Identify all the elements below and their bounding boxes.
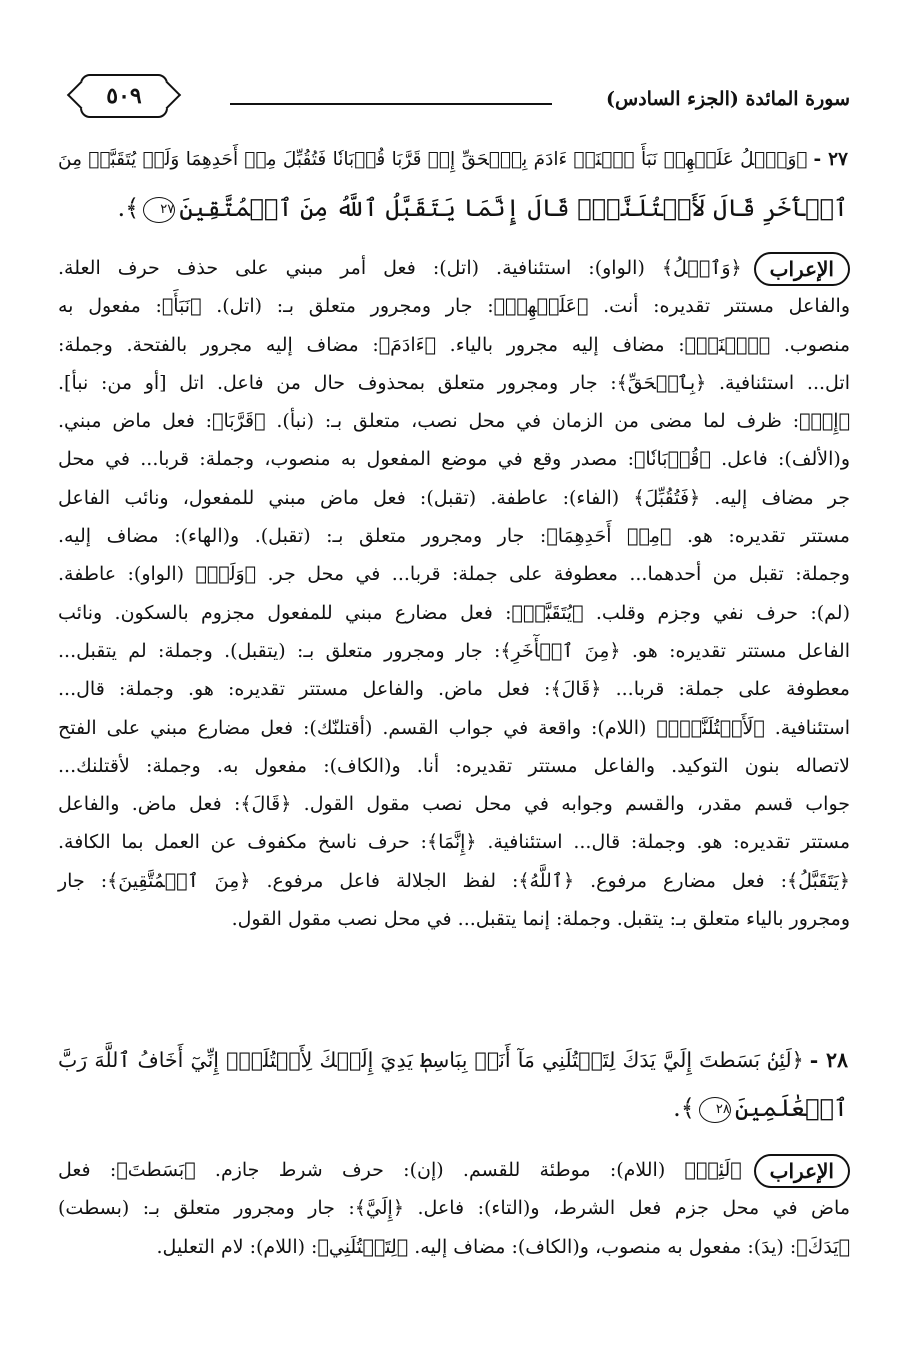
verse-line (58, 1036, 848, 1084)
irab-line: ﴿إِذۡ﴾: ظرف لما مضى من الزمان في محل نصب، متعلق بـ: (نبأ). ﴿قَرَّبَا﴾: فعل ماض مبني. (58, 410, 850, 433)
irab-line (58, 249, 850, 287)
irab-line: لاتصاله بنون التوكيد. والفاعل مستتر تقديره: أنا. و(الكاف): مفعول به. وجملة: لأقتلنك... (58, 754, 850, 777)
page-header (80, 72, 850, 124)
irab-label: الإعراب (754, 1154, 850, 1188)
irab-line: ﴿يَدَكَ﴾: (يدَ): مفعول به منصوب، و(الكاف): مضاف إليه. ﴿لِتَقۡتُلَنِي﴾: (اللام): لام التعليل. (156, 1235, 850, 1258)
verse-28 (58, 1036, 848, 1132)
verse-number: ٢٧ - (813, 149, 848, 170)
irab-line: جواب قسم مقدر، والقسم وجوابه في محل نصب مقول القول. ﴿قَالَ﴾: فعل ماض. والفاعل (58, 793, 850, 816)
ayah-end-marker: ٢٧ (143, 197, 175, 223)
irab-section-28 (58, 1151, 850, 1266)
verse-number: ٢٨ - (809, 1048, 848, 1072)
irab-line: اتل... استئنافية. ﴿بِٱلۡحَقِّ﴾: جار ومجرور متعلق بمحذوف حال من فاعل. اتل [أو من: نبأ]. (58, 371, 850, 394)
irab-line: (لم): حرف نفي وجزم وقلب. ﴿يُتَقَبَّلۡ﴾: فعل مضارع مبني للمفعول مجزوم بالسكون. ونائب (58, 601, 850, 624)
irab-line: الفاعل مستتر تقديره: هو. ﴿مِنَ ٱلۡأٓخَرِ﴾: جار ومجرور متعلق بـ: (يتقبل). وجملة: لم يتقبل... (58, 639, 850, 662)
irab-line: مستتر تقديره: هو. ﴿مِنۡ أَحَدِهِمَا﴾: جار ومجرور متعلق بـ: (تقبل). و(الهاء): مضاف إليه. (58, 525, 850, 548)
verse-closing: ﴾. (673, 1094, 695, 1122)
irab-line: والفاعل مستتر تقديره: أنت. ﴿عَلَيۡهِمۡ﴾: جار ومجرور متعلق بـ: (اتل). ﴿نَبَأَ﴾: مفعول به (58, 295, 850, 318)
irab-section-27 (58, 249, 850, 938)
verse-text: ﴿وَٱتۡلُ عَلَيۡهِمۡ نَبَأَ ٱبۡنَيۡ ءَادَمَ بِٱلۡحَقِّ إِذۡ قَرَّبَا قُرۡبَانٗا فَتُقُبِّلَ مِنۡ أَحَدِهِمَا وَلَمۡ يُتَقَبَّلۡ مِنَ (58, 149, 808, 170)
irab-line: جر مضاف إليه. ﴿فَتُقُبِّلَ﴾ (الفاء): عاطفة. (تقبل): فعل ماض مبني للمفعول، ونائب الفاعل (58, 486, 850, 509)
verse-text: ٱلۡعَٰلَمِينَ (734, 1094, 848, 1122)
header-rule (230, 103, 552, 105)
verse-27 (58, 136, 848, 232)
verse-text: ٱلۡأٓخَرِ قَالَ لَأَقۡتُلَنَّكَۖ قَالَ إِنَّمَا يَتَقَبَّلُ ٱللَّهُ مِنَ ٱلۡمُتَّقِينَ (179, 194, 848, 222)
irab-line (58, 1151, 850, 1189)
irab-line: معطوفة على جملة: قربا... ﴿قَالَ﴾: فعل ماض. والفاعل مستتر تقديره: هو. وجملة: قال... (58, 678, 850, 701)
page-number: ٥٠٩ (106, 83, 142, 109)
verse-line (58, 136, 848, 184)
ayah-end-marker: ٢٨ (699, 1097, 731, 1123)
irab-line: و(الألف): فاعل. ﴿قُرۡبَانٗا﴾: مصدر وقع في موضع المفعول به منصوب، وجملة: قربا... في محل (58, 448, 850, 471)
irab-line: منصوب. ﴿ٱبۡنَيۡ﴾: مضاف إليه مجرور بالياء. ﴿ءَادَمَ﴾: مضاف إليه مجرور بالفتحة. وجملة: (58, 333, 850, 356)
irab-line: ﴿يَتَقَبَّلُ﴾: فعل مضارع مرفوع. ﴿ٱللَّهُ﴾: لفظ الجلالة فاعل مرفوع. ﴿مِنَ ٱلۡمُتَّقِينَ﴾: جار (58, 869, 850, 892)
verse-closing: ﴾. (117, 194, 140, 222)
verse-line (58, 184, 848, 232)
irab-line: استئنافية. ﴿لَأَقۡتُلَنَّكَۖ﴾ (اللام): واقعة في جواب القسم. (أقتلنّك): فعل مضارع مبني على الفتح (58, 716, 850, 739)
irab-line: مستتر تقديره: هو. وجملة: قال... استئنافية. ﴿إِنَّمَا﴾: حرف ناسخ مكفوف عن العمل بما الكافة. (58, 831, 850, 854)
verse-text: ﴿لَئِنۢ بَسَطتَ إِلَيَّ يَدَكَ لِتَقۡتُلَنِي مَآ أَنَا۠ بِبَاسِطٖ يَدِيَ إِلَيۡكَ لِأَقۡتُلَكَۖ إِنِّيٓ أَخَافُ ٱللَّهَ رَبَّ (58, 1048, 804, 1072)
running-title: سورة المائدة (الجزء السادس) (606, 88, 850, 110)
irab-line: ومجرور بالياء متعلق بـ: يتقبل. وجملة: إنما يتقبل... في محل نصب مقول القول. (231, 908, 850, 931)
irab-line: ماض في محل جزم فعل الشرط، و(التاء): فاعل. ﴿إِلَيَّ﴾: جار ومجرور متعلق بـ: (بسطت) (58, 1197, 850, 1220)
verse-line (58, 1084, 848, 1132)
irab-text: ﴿لَئِنۢ﴾ (اللام): موطئة للقسم. (إن): حرف شرط جازم. ﴿بَسَطتَ﴾: فعل (58, 1159, 742, 1181)
irab-text: ﴿وَٱتۡلُ﴾ (الواو): استئنافية. (اتل): فعل أمر مبني على حذف حرف العلة. (58, 257, 742, 279)
page-number-frame (80, 74, 168, 118)
irab-line: وجملة: تقبل من أحدهما... معطوفة على جملة: قربا... في محل جر. ﴿وَلَمۡ﴾ (الواو): عاطفة. (58, 563, 850, 586)
irab-label: الإعراب (754, 252, 850, 286)
